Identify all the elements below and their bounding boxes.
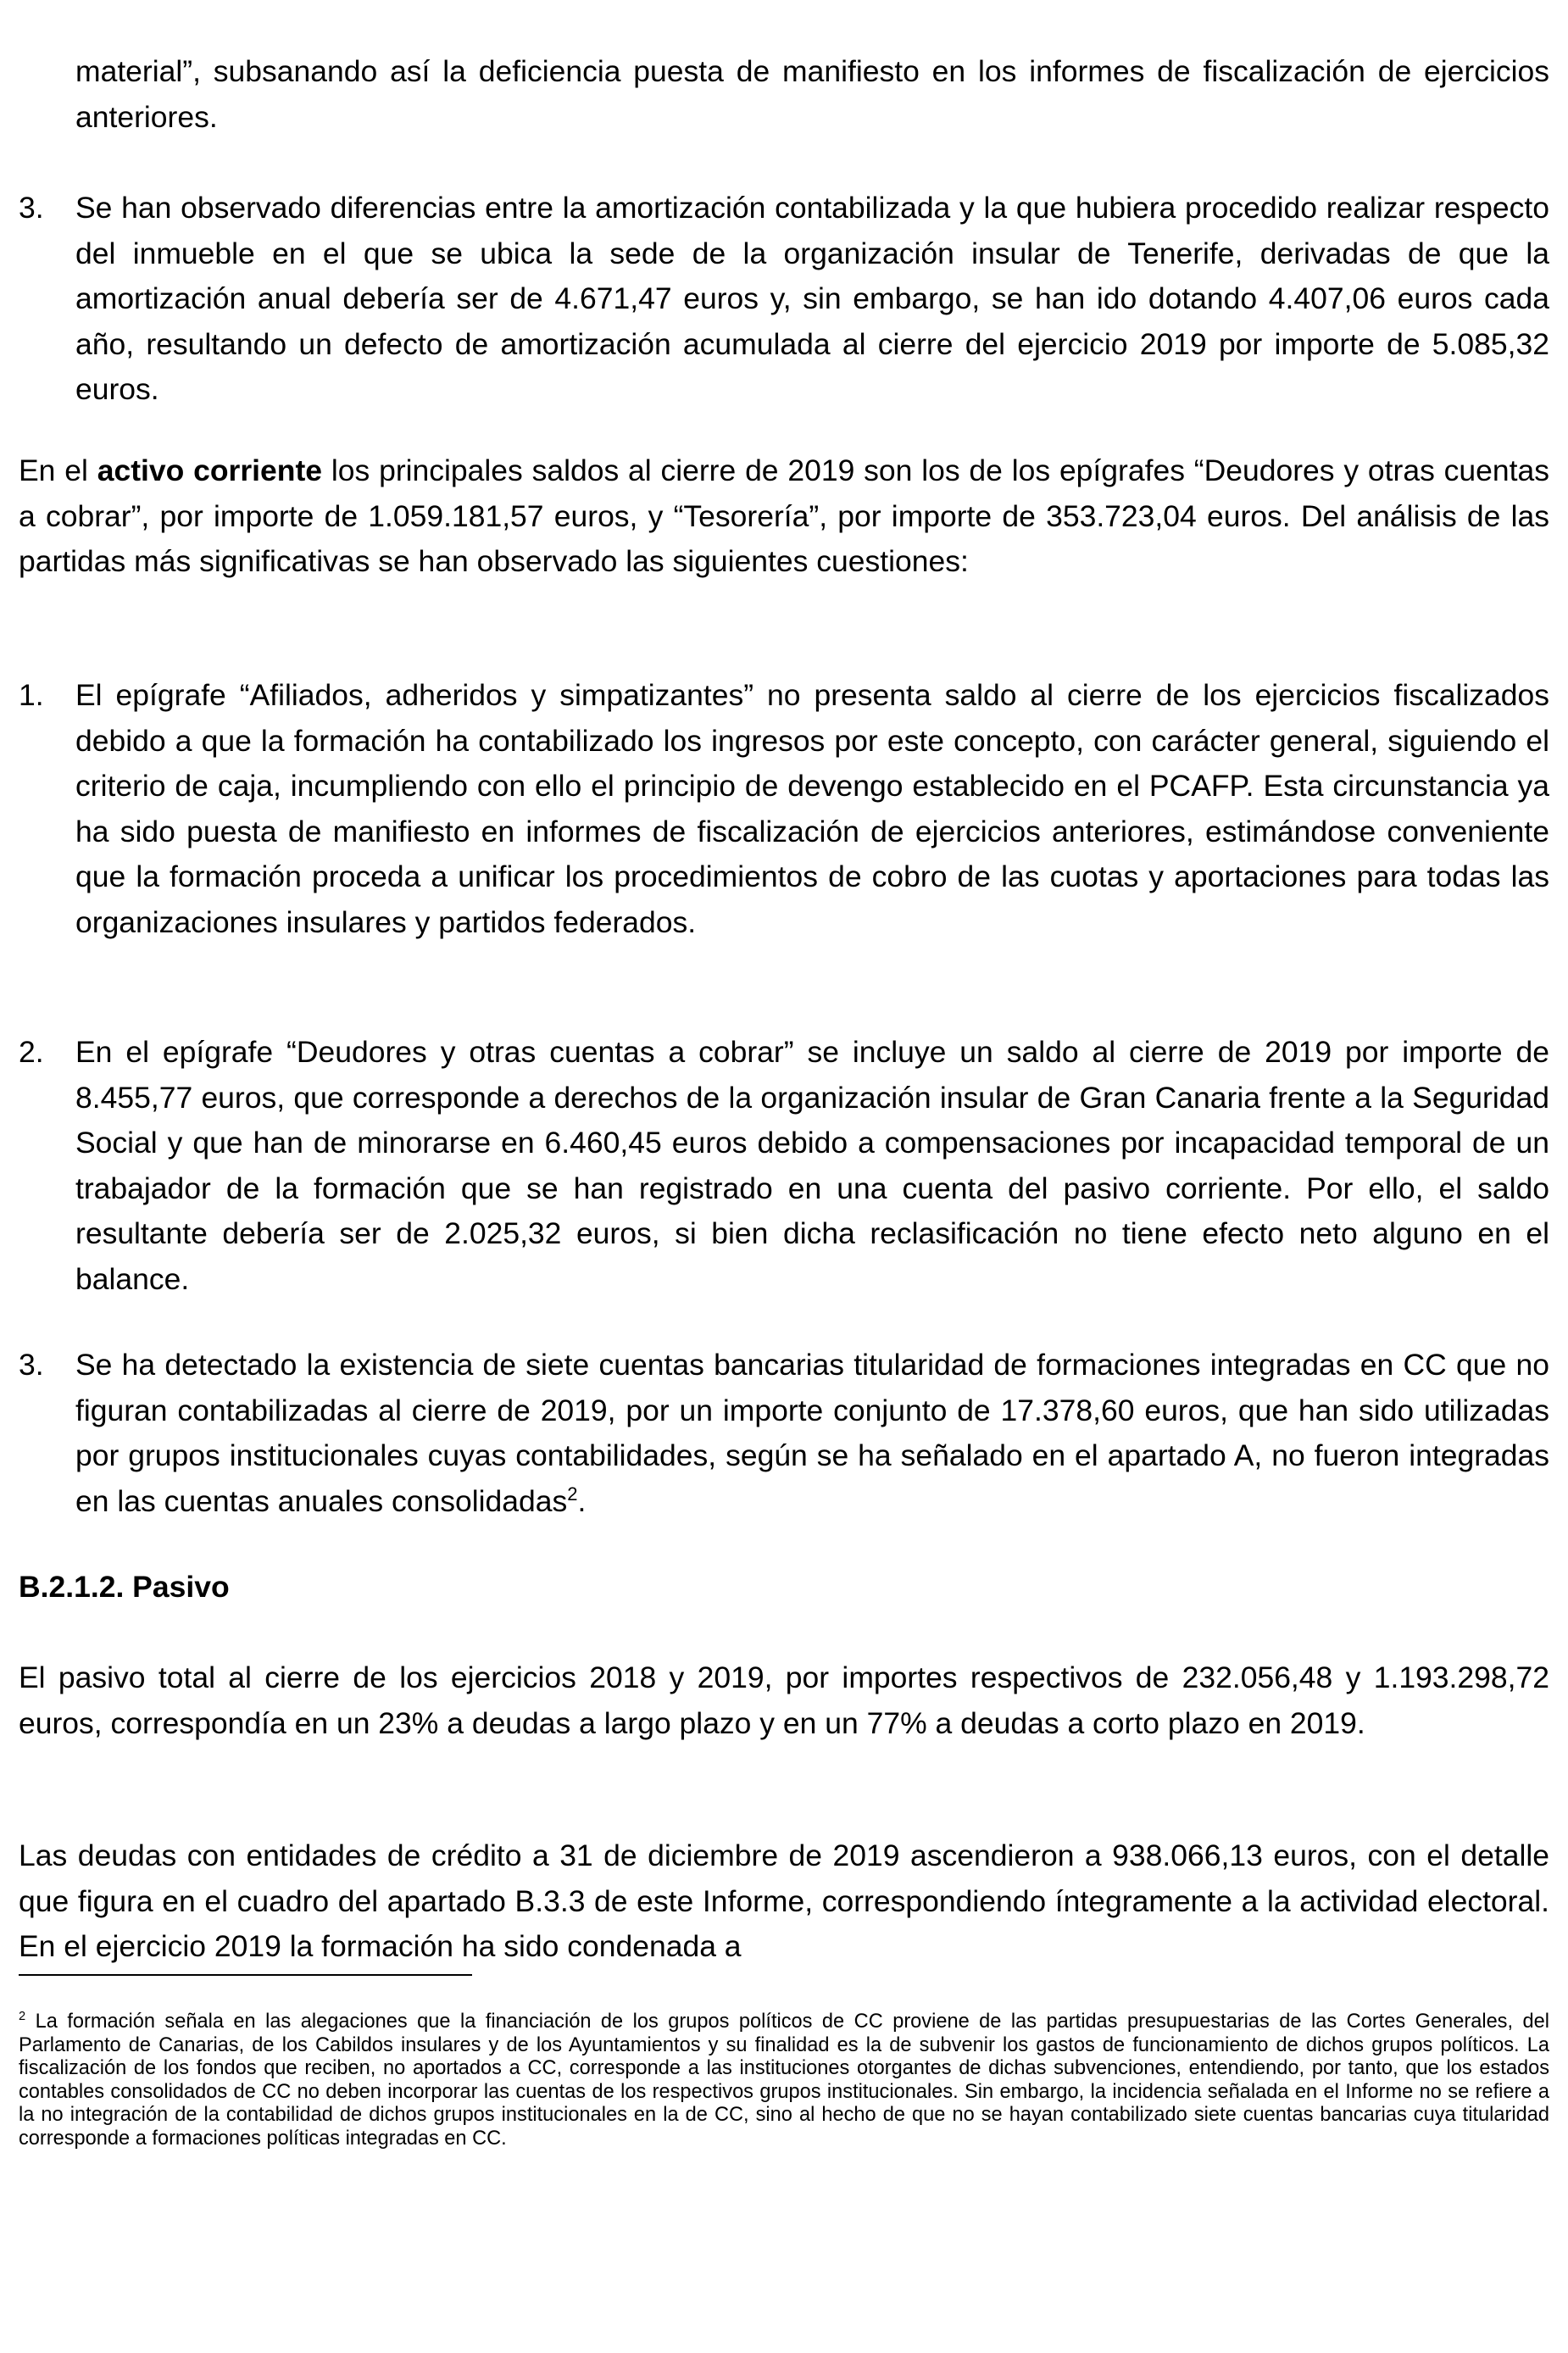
footnote-text: La formación señala en las alegaciones que la financiación de los grupos políticos de CC proviene de las partidas presupuestarias de las Cortes Generales, del Parlamento de Canarias, de los Cabildos insulares y de los Ayuntamientos y su finalidad es la de subvenir los gastos de funcionamiento de dichos grupos políticos. La fiscalización de los fondos que reciben, no aportados a CC, corresponde a las instituciones otorgantes de dichas subvenciones, entendiendo, por tanto, que los estados contables consolidados de CC no deben incorporar las cuentas de los respectivos grupos institucionales. Sin embargo, la incidencia señalada en el Informe no se refiere a la no integración de la contabilidad de dichos grupos institucionales en la de CC, sino al hecho de que no se hayan contabilizado siete cuentas bancarias cuya titularidad corresponde a formaciones políticas integradas en CC. <box>19 2011 1549 2150</box>
list-item-text: En el epígrafe “Deudores y otras cuentas a cobrar” se incluye un saldo al cierre de 2019 por importe de 8.455,77 euros, que corresponde a derechos de la organización insular de Gran Canaria frente a la Seguridad Social y que han de minorarse en 6.460,45 euros debido a compensaciones por incapacidad temporal de un trabajador de la formación que se han registrado en una cuenta del pasivo corriente. Por ello, el saldo resultante debería ser de 2.025,32 euros, si bien dicha reclasificación no tiene efecto neto alguno en el balance. <box>75 1035 1549 1296</box>
list-item-number: 3. <box>19 1348 44 1382</box>
footnote-reference[interactable]: 2 <box>567 1482 578 1505</box>
bold-term: activo corriente <box>97 453 323 487</box>
footnote <box>19 2011 1549 2151</box>
footnote-separator <box>19 1974 472 1976</box>
activo-corriente-paragraph <box>19 448 1549 585</box>
list-item-number: 3. <box>19 191 44 225</box>
list-item-text-body: Se ha detectado la existencia de siete cuentas bancarias titularidad de formaciones integradas en CC que no figuran contabilizadas al cierre de 2019, por un importe conjunto de 17.378,60 euros, que han sido utilizadas por grupos institucionales cuyas contabilidades, según se ha señalado en el apartado A, no fueron integradas en las cuentas anuales consolidadas <box>75 1348 1549 1518</box>
list-item-number: 2. <box>19 1035 44 1069</box>
list-item-number: 1. <box>19 678 44 712</box>
list-item-text-tail: . <box>577 1483 587 1518</box>
pasivo-paragraph-2: Las deudas con entidades de crédito a 31 de diciembre de 2019 ascendieron a 938.066,13 euros, con el detalle que figura en el cuadro del apartado B.3.3 de este Informe, correspondiendo íntegramente a la actividad electoral. En el ejercicio 2019 la formación ha sido condenada a <box>19 1838 1549 1963</box>
list-item-text: Se han observado diferencias entre la amortización contabilizada y la que hubiera procedido realizar respecto del inmueble en el que se ubica la sede de la organización insular de Tenerife, derivadas de que la amortización anual debería ser de 4.671,47 euros y, sin embargo, se han ido dotando 4.407,06 euros cada año, resultando un defecto de amortización acumulada al cierre del ejercicio 2019 por importe de 5.085,32 euros. <box>75 191 1549 406</box>
section-heading: B.2.1.2. Pasivo <box>19 1570 230 1604</box>
footnote-number: 2 <box>19 2010 26 2024</box>
list-item-text <box>75 1343 1549 1524</box>
list-item-text: El epígrafe “Afiliados, adheridos y simpatizantes” no presenta saldo al cierre de los ejercicios fiscalizados debido a que la formación ha contabilizado los ingresos por este concepto, con carácter general, siguiendo el criterio de caja, incumpliendo con ello el principio de devengo establecido en el PCAFP. Esta circunstancia ya ha sido puesta de manifiesto en informes de fiscalización de ejercicios anteriores, estimándose conveniente que la formación proceda a unificar los procedimientos de cobro de las cuotas y aportaciones para todas las organizaciones insulares y partidos federados. <box>75 678 1549 939</box>
paragraph-text: En el <box>19 453 97 487</box>
pasivo-paragraph-1: El pasivo total al cierre de los ejercicios 2018 y 2019, por importes respectivos de 232.056,48 y 1.193.298,72 euros, correspondía en un 23% a deudas a largo plazo y en un 77% a deudas a corto plazo en 2019. <box>19 1660 1549 1740</box>
list-item-text: material”, subsanando así la deficiencia puesta de manifiesto en los informes de fiscalización de ejercicios anteriores. <box>75 54 1549 134</box>
paragraph-text: los principales saldos al cierre de 2019 son los de los epígrafes “Deudores y otras cuentas a cobrar”, por importe de 1.059.181,57 euros, y “Tesorería”, por importe de 353.723,04 euros. Del análisis de las partidas más significativas se han observado las siguientes cuestiones: <box>19 453 1549 578</box>
